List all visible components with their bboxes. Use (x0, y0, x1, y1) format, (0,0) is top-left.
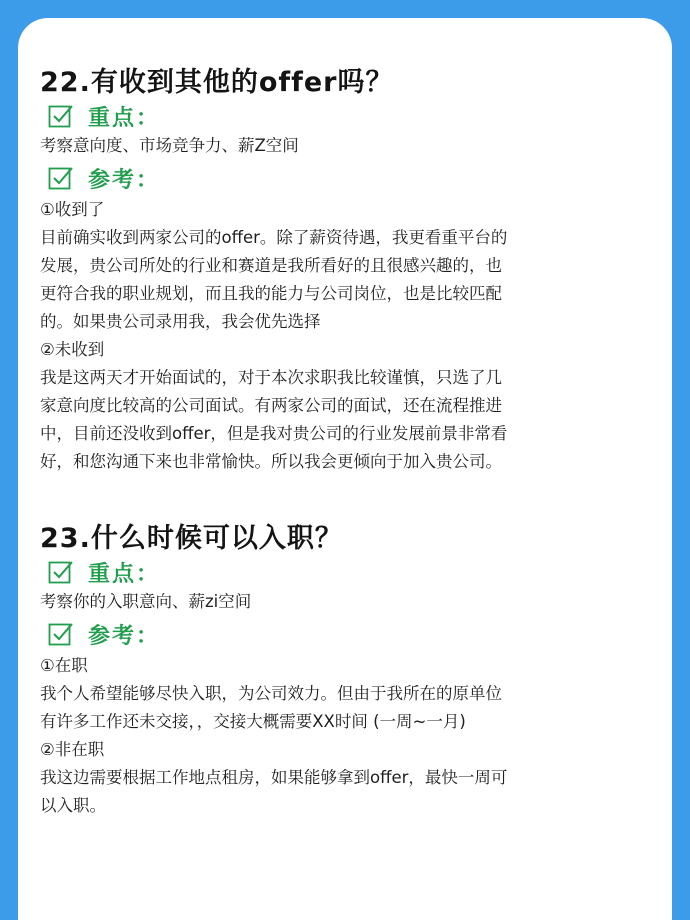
answer-line: ②未收到 (40, 340, 105, 359)
reference-row (48, 618, 640, 650)
answer-line: 我是这两天才开始面试的，对于本次求职我比较谨慎，只选了几 (40, 368, 502, 387)
answer-line: 以入职。 (40, 796, 106, 815)
key-point-text: 考察意向度、市场竞争力、薪Z空间 (40, 136, 299, 155)
answer-line: 发展，贵公司所处的行业和赛道是我所看好的且很感兴趣的，也 (40, 256, 502, 275)
answer-line: ①在职 (40, 656, 88, 675)
answer-line: 我个人希望能够尽快入职，为公司效力。但由于我所在的原单位 (40, 684, 502, 703)
checkbox-check-icon (48, 166, 74, 190)
question-title: 22.有收到其他的offer吗？ (40, 67, 394, 98)
answer-line: 更符合我的职业规划，而且我的能力与公司岗位，也是比较匹配 (40, 284, 502, 303)
key-point-row (48, 556, 640, 588)
reference-row (48, 162, 640, 194)
answer-line: 目前确实收到两家公司的offer。除了薪资待遇，我更看重平台的 (40, 228, 508, 247)
checkbox-check-icon (48, 622, 74, 646)
question-section-22 (40, 66, 640, 476)
reference-label: 参考： (88, 167, 161, 193)
answer-line: 中，目前还没收到offer，但是我对贵公司的行业发展前景非常看 (40, 424, 508, 443)
checkbox-check-icon (48, 104, 74, 128)
reference-label: 参考： (88, 623, 161, 649)
question-title: 23.什么时候可以入职？ (40, 523, 343, 554)
question-section-23 (40, 522, 640, 820)
answer-line: 我这边需要根据工作地点租房，如果能够拿到offer，最快一周可 (40, 768, 508, 787)
key-point-row (48, 100, 640, 132)
answer-line: ①收到了 (40, 200, 105, 219)
answer-line: 的。如果贵公司录用我，我会优先选择 (40, 312, 321, 331)
answer-line: 有许多工作还未交接，，交接大概需要XX时间 (一周~一月) (40, 712, 466, 731)
answer-line: ②非在职 (40, 740, 105, 759)
reference-answer (40, 196, 640, 476)
key-point-text: 考察你的入职意向、薪zi空间 (40, 592, 252, 611)
key-point-label: 重点： (88, 561, 161, 587)
answer-line: 家意向度比较高的公司面试。有两家公司的面试，还在流程推进 (40, 396, 502, 415)
key-point-label: 重点： (88, 105, 161, 131)
answer-line: 好，和您沟通下来也非常愉快。所以我会更倾向于加入贵公司。 (40, 452, 502, 471)
reference-answer (40, 652, 640, 820)
checkbox-check-icon (48, 560, 74, 584)
